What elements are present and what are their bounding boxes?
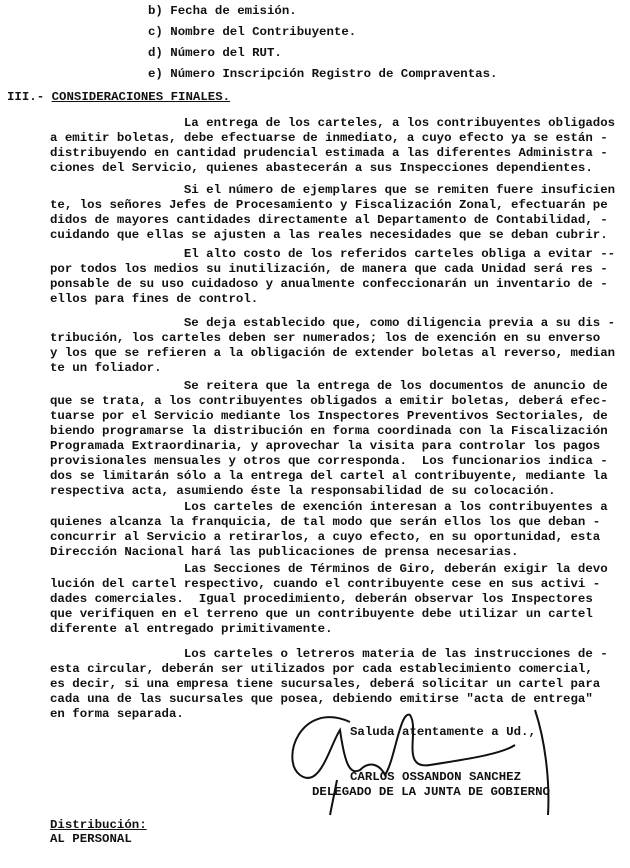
distribution-label: Distribución: xyxy=(50,818,147,832)
paragraph-line: a emitir boletas, debe efectuarse de inmediato, a cuyo efecto ya se están - xyxy=(50,131,608,145)
paragraph-line: distribuyendo en cantidad prudencial estimada a las diferentes Administra - xyxy=(50,146,608,160)
paragraph-line: El alto costo de los referidos carteles obliga a evitar -- xyxy=(50,247,616,261)
section-title: CONSIDERACIONES FINALES. xyxy=(51,90,231,104)
paragraph-line: La entrega de los carteles, a los contribuyentes obligados xyxy=(50,116,616,130)
paragraph-line: es decir, si una empresa tiene sucursales, deberá solicitar un cartel para xyxy=(50,677,601,691)
paragraph-line: Programada Extraordinaria, y aprovechar la visita para controlar los pagos xyxy=(50,439,601,453)
paragraph-line: Dirección Nacional hará las publicaciones de prensa necesarias. xyxy=(50,545,519,559)
paragraph-line: diferente al entregado primitivamente. xyxy=(50,622,333,636)
list-item-d: d) Número del RUT. xyxy=(148,46,282,60)
paragraph-line: respectiva acta, asumiendo éste la responsabilidad de su colocación. xyxy=(50,484,556,498)
signatory-title: DELEGADO DE LA JUNTA DE GOBIERNO xyxy=(312,785,550,799)
paragraph-line: provisionales mensuales y otros que corresponda. Los funcionarios indica - xyxy=(50,454,608,468)
paragraph-line: Los carteles o letreros materia de las instrucciones de - xyxy=(50,647,608,661)
paragraph-line: tribución, los carteles deben ser numerados; los de exención en su enverso xyxy=(50,331,601,345)
paragraph-line: dades comerciales. Igual procedimiento, deberán observar los Inspectores xyxy=(50,592,593,606)
paragraph-line: ciones del Servicio, quienes abastecerán a sus Inspecciones dependientes. xyxy=(50,161,593,175)
paragraph-line: en forma separada. xyxy=(50,707,184,721)
paragraph-line: Se reitera que la entrega de los documentos de anuncio de xyxy=(50,379,608,393)
list-item-b: b) Fecha de emisión. xyxy=(148,4,297,18)
paragraph-line: que se trata, a los contribuyentes obligados a emitir boletas, deberá efec- xyxy=(50,394,608,408)
paragraph-line: didos de mayores cantidades directamente al Departamento de Contabilidad, - xyxy=(50,213,608,227)
paragraph-line: Las Secciones de Términos de Giro, deberán exigir la devo xyxy=(50,562,608,576)
paragraph-line: y los que se refieren a la obligación de extender boletas al reverso, median xyxy=(50,346,616,360)
paragraph-line: dos se limitarán sólo a la entrega del cartel al contribuyente, mediante la xyxy=(50,469,608,483)
paragraph-line: esta circular, deberán ser utilizados por cada establecimiento comercial, xyxy=(50,662,593,676)
paragraph-line: por todos los medios su inutilización, de manera que cada Unidad será res - xyxy=(50,262,608,276)
paragraph-line: lución del cartel respectivo, cuando el contribuyente cese en sus activi - xyxy=(50,577,601,591)
paragraph-line: Se deja establecido que, como diligencia previa a su dis - xyxy=(50,316,616,330)
paragraph-line: que verifiquen en el terreno que un contribuyente debe utilizar un cartel xyxy=(50,607,593,621)
section-number: III.- xyxy=(7,90,45,104)
distribution-value: AL PERSONAL xyxy=(50,832,132,846)
closing-salutation: Saluda atentamente a Ud., xyxy=(350,725,536,739)
paragraph-line: ellos para fines de control. xyxy=(50,292,259,306)
list-item-c: c) Nombre del Contribuyente. xyxy=(148,25,357,39)
paragraph-line: cada una de las sucursales que posea, debiendo emitirse "acta de entrega" xyxy=(50,692,593,706)
paragraph-line: tuarse por el Servicio mediante los Inspectores Preventivos Sectoriales, de xyxy=(50,409,608,423)
paragraph-line: ponsable de su uso cuidadoso y anualmente confeccionarán un inventario de - xyxy=(50,277,608,291)
list-item-e: e) Número Inscripción Registro de Compraventas. xyxy=(148,67,498,81)
paragraph-line: quienes alcanza la franquicia, de tal modo que serán ellos los que deban - xyxy=(50,515,601,529)
paragraph-line: te un foliador. xyxy=(50,361,162,375)
paragraph-line: te, los señores Jefes de Procesamiento y Fiscalización Zonal, efectuarán pe xyxy=(50,198,608,212)
paragraph-line: cuidando que ellas se ajusten a las reales necesidades que se deban cubrir. xyxy=(50,228,608,242)
paragraph-line: concurrir al Servicio a retirarlos, a cuyo efecto, en su oportunidad, esta xyxy=(50,530,601,544)
signatory-name: CARLOS OSSANDON SANCHEZ xyxy=(350,770,522,784)
paragraph-line: Si el número de ejemplares que se remiten fuere insuficien xyxy=(50,183,616,197)
paragraph-line: Los carteles de exención interesan a los contribuyentes a xyxy=(50,500,608,514)
paragraph-line: biendo programarse la distribución en forma coordinada con la Fiscalización xyxy=(50,424,608,438)
